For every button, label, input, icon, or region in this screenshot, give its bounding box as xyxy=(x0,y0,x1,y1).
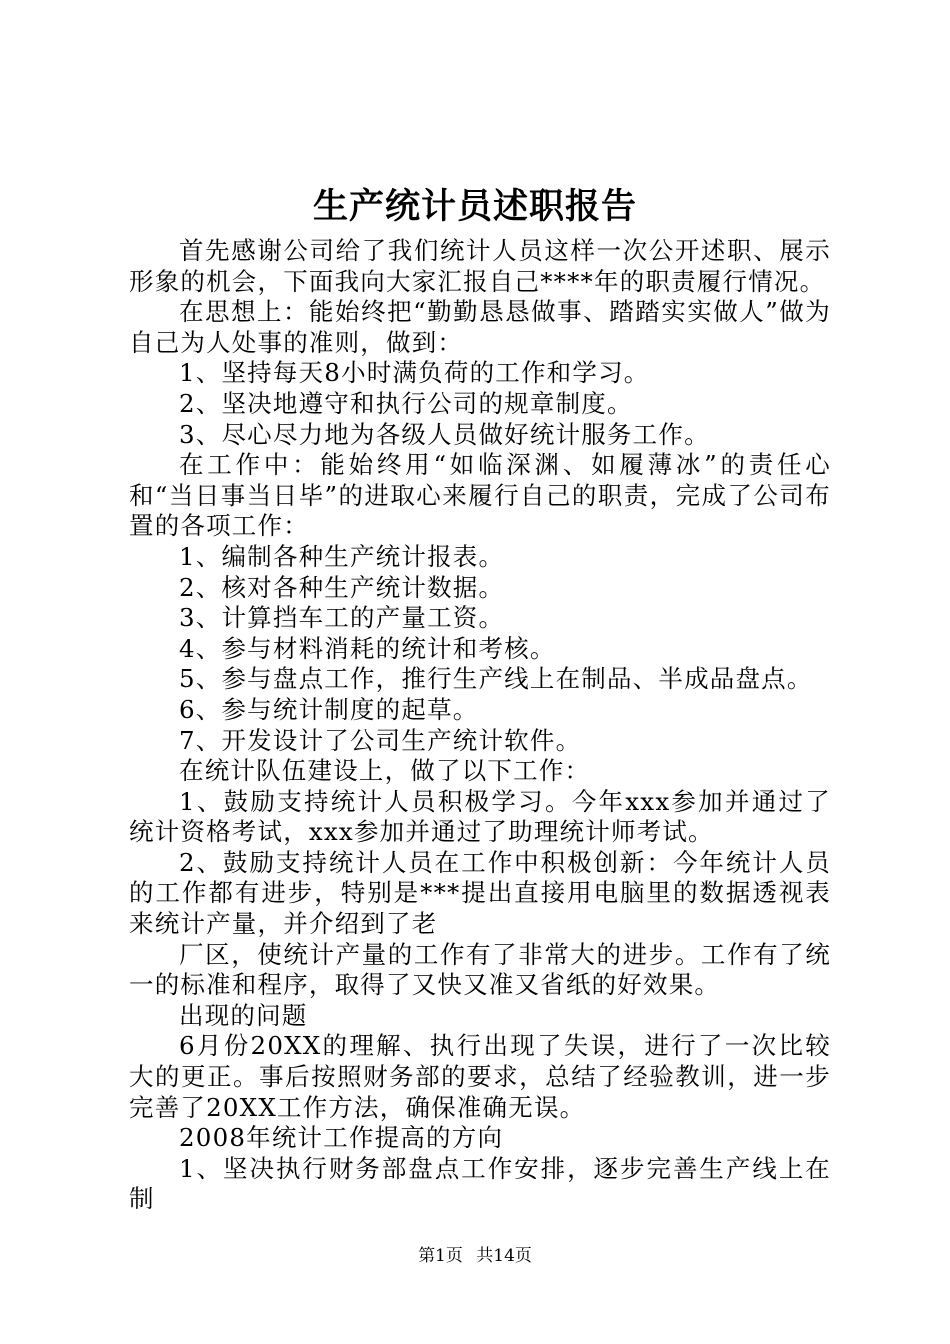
list-item: 1、编制各种生产统计报表。 xyxy=(179,541,505,571)
list-item: 6、参与统计制度的起草。 xyxy=(179,694,479,724)
paragraph: 首先感谢公司给了我们统计人员这样一次公开述职、展示形象的机会，下面我向大家汇报自己****年的职责履行情况。 xyxy=(129,236,831,296)
list-item: 1、坚决执行财务部盘点工作安排，逐步完善生产线上在制 xyxy=(129,1153,831,1214)
paragraph: 6月份20XX的理解、执行出现了失误，进行了一次比较大的更正。事后按照财务部的要求，总结了经验教训，进一步完善了20XX工作方法，确保准确无误。 xyxy=(129,1031,831,1122)
paragraph: 在工作中：能始终用“如临深渊、如履薄冰”的责任心和“当日事当日毕”的进取心来履行自己的职责，完成了公司布置的各项工作： xyxy=(129,450,831,541)
list-item: 2、核对各种生产统计数据。 xyxy=(179,572,505,602)
paragraph: 在统计队伍建设上，做了以下工作： xyxy=(179,756,591,786)
section-heading: 2008年统计工作提高的方向 xyxy=(179,1123,504,1153)
list-item: 7、开发设计了公司生产统计软件。 xyxy=(179,725,582,755)
total-pages: 共14页 xyxy=(476,1246,532,1266)
document-body xyxy=(129,236,831,1215)
page-number: 第1页 xyxy=(418,1246,463,1266)
paragraph: 在思想上：能始终把“勤勤恳恳做事、踏踏实实做人”做为自己为人处事的准则，做到： xyxy=(129,297,831,357)
list-item: 4、参与材料消耗的统计和考核。 xyxy=(179,633,556,663)
list-item: 3、尽心尽力地为各级人员做好统计服务工作。 xyxy=(179,419,710,449)
list-item: 2、鼓励支持统计人员在工作中积极创新：今年统计人员的工作都有进步，特别是***提出直接用电脑里的数据透视表来统计产量，并介绍到了老 xyxy=(129,847,831,939)
section-heading: 出现的问题 xyxy=(179,1000,308,1030)
list-item: 2、坚决地遵守和执行公司的规章制度。 xyxy=(179,388,633,418)
list-item: 3、计算挡车工的产量工资。 xyxy=(179,603,505,633)
list-item: 1、坚持每天8小时满负荷的工作和学习。 xyxy=(179,358,650,388)
list-item: 1、鼓励支持统计人员积极学习。今年xxx参加并通过了统计资格考试，xxx参加并通过了助理统计师考试。 xyxy=(129,786,831,847)
list-item: 5、参与盘点工作，推行生产线上在制品、半成品盘点。 xyxy=(179,664,813,694)
document-title: 生产统计员述职报告 xyxy=(312,186,637,227)
paragraph: 厂区，使统计产量的工作有了非常大的进步。工作有了统一的标准和程序，取得了又快又准又省纸的好效果。 xyxy=(129,939,831,1000)
page-footer xyxy=(0,1244,950,1268)
